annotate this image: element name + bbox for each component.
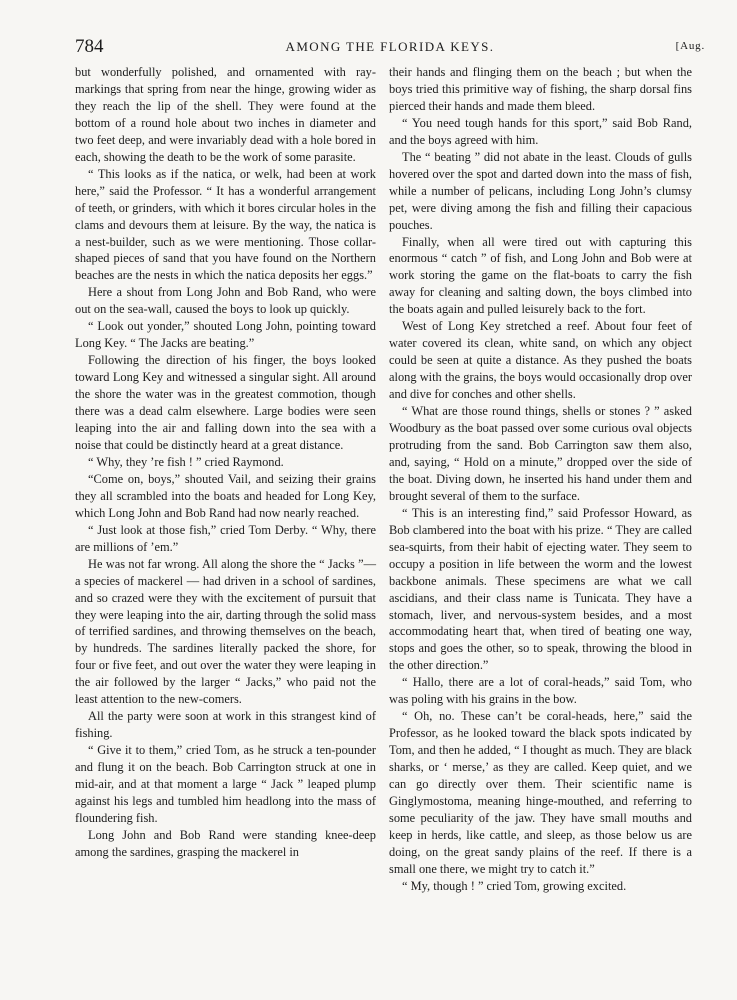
- paragraph: West of Long Key stretched a reef. About four feet of water covered its clean, white sand, on which any object could be seen at quite a distance. As they pushed the boats along with the grains, the boys would occasionally drop over and dive for conches and other shells.: [389, 319, 692, 402]
- paragraph: All the party were soon at work in this strangest kind of fishing.: [75, 709, 376, 741]
- month-label: [Aug.: [675, 40, 705, 52]
- paragraph: Finally, when all were tired out with capturing this enormous “ catch ” of fish, and Long John and Bob were at work storing the game on the flat-boats to carry the fish away for cleaning and salting down, the boys climbed into the boats again and pulled leisurely back to the fort.: [389, 234, 692, 317]
- paragraph: He was not far wrong. All along the shore the “ Jacks ”— a species of mackerel — had driven in a school of sardines, and so crazed were they with the excitement of pursuit that they were leaping into the air, darting through the solid mass of terrified sardines, and throwing themselves on the beach, by hundreds. The sardines literally packed the shore, for four or five feet, and out over the water they were leaping in the air followed by the larger “ Jacks,” who paid not the least attention to the new-comers.: [75, 556, 376, 707]
- page-number: 784: [75, 36, 104, 57]
- paragraph: “ This is an interesting find,” said Professor Howard, as Bob clambered into the boat with his prize. “ They are called sea-squirts, from their habit of ejecting water. They seem to occupy a position in life between the worm and the lowest backbone animals. These specimens are what we call ascidians, and their class name is Tunicata. They have a stomach, liver, and nervous-system besides, and a most accommodating heart that, when tired of beating one way, stops and goes the other, so to speak, throwing the blood in the other direction.”: [389, 505, 692, 673]
- paragraph: “ Hallo, there are a lot of coral-heads,” said Tom, who was poling with his grains in the bow.: [389, 675, 692, 707]
- paragraph: their hands and flinging them on the beach ; but when the boys tried this primitive way of fishing, the sharp dorsal fins pierced their hands and made them bleed.: [389, 65, 692, 113]
- paragraph: Following the direction of his finger, the boys looked toward Long Key and witnessed a singular sight. All around the shore the water was in the greatest commotion, though there was a dead calm elsewhere. Large bodies were seen leaping into the air and falling down into the sea with a noise that could be distinctly heard at a great distance.: [75, 353, 376, 452]
- paragraph: “Come on, boys,” shouted Vail, and seizing their grains they all scrambled into the boats and headed for Long Key, which Long John and Bob Rand had now nearly reached.: [75, 471, 376, 520]
- paragraph: “ Why, they ’re fish ! ” cried Raymond.: [88, 454, 284, 469]
- paragraph: “ Look out yonder,” shouted Long John, pointing toward Long Key. “ The Jacks are beating.”: [75, 319, 376, 351]
- paragraph: Here a shout from Long John and Bob Rand, who were out on the sea-wall, caused the boys to look up quickly.: [75, 285, 376, 317]
- paragraph: “ Give it to them,” cried Tom, as he struck a ten-pounder and flung it on the beach. Bob Carrington struck at one in mid-air, and at that moment a large “ Jack ” leaped plump against his legs and tumbled him headlong into the mass of floundering fish.: [75, 743, 376, 825]
- paragraph: “ What are those round things, shells or stones ? ” asked Woodbury as the boat passed over some curious oval objects protruding from the sand. Bob Carrington saw them also, and, saying, “ Hold on a minute,” dropped over the side of the boat. Diving down, he inserted his hand under them and brought several of them to the surface.: [389, 404, 692, 503]
- paragraph: “ My, though ! ” cried Tom, growing excited.: [402, 878, 627, 893]
- running-title: AMONG THE FLORIDA KEYS.: [285, 39, 495, 54]
- paragraph: but wonderfully polished, and ornamented with ray-markings that spring from near the hinge, growing wider as they reach the lip of the shell. They were found at the bottom of a round hole about two inches in diameter and two feet deep, and were invariably dead with a hole bored in each, showing the death to be the work of some parasite.: [75, 65, 376, 164]
- right-column: [389, 64, 692, 895]
- paragraph: The “ beating ” did not abate in the least. Clouds of gulls hovered over the spot and darted down into the mass of fish, while a number of pelicans, including Long John’s clumsy pet, were diving among the fish and filling their capacious pouches.: [389, 149, 692, 232]
- paragraph: “ Oh, no. These can’t be coral-heads, here,” said the Professor, as he looked toward the black spots indicated by Tom, and then he added, “ I thought as much. They are black sharks, or ‘ merse,’ as they are called. Keep quiet, and we can go directly over them. Their scientific name is Ginglymostoma, meaning hinge-mouthed, and referring to some peculiarity of the jaw. They have small mouths and keep in herds, like cattle, and sleep, as those below us are doing, on the great sandy plains of the reef. If there is a small one there, we might try to catch it.”: [389, 709, 692, 876]
- paragraph: “ Just look at those fish,” cried Tom Derby. “ Why, there are millions of ’em.”: [75, 522, 376, 554]
- left-column: [75, 64, 376, 861]
- paragraph: “ You need tough hands for this sport,” said Bob Rand, and the boys agreed with him.: [389, 115, 692, 147]
- paragraph: Long John and Bob Rand were standing knee-deep among the sardines, grasping the mackerel in: [75, 827, 376, 859]
- page-header: [75, 36, 705, 60]
- paragraph: “ This looks as if the natica, or welk, had been at work here,” said the Professor. “ It has a wonderful arrangement of teeth, or grinders, with which it bores circular holes in the clams and devours them at leisure. By the way, the natica is a nest-builder, such as we were mentioning. Those collar-shaped pieces of sand that you have found on the Northern beaches are the nests in which the natica deposits her eggs.”: [75, 166, 376, 283]
